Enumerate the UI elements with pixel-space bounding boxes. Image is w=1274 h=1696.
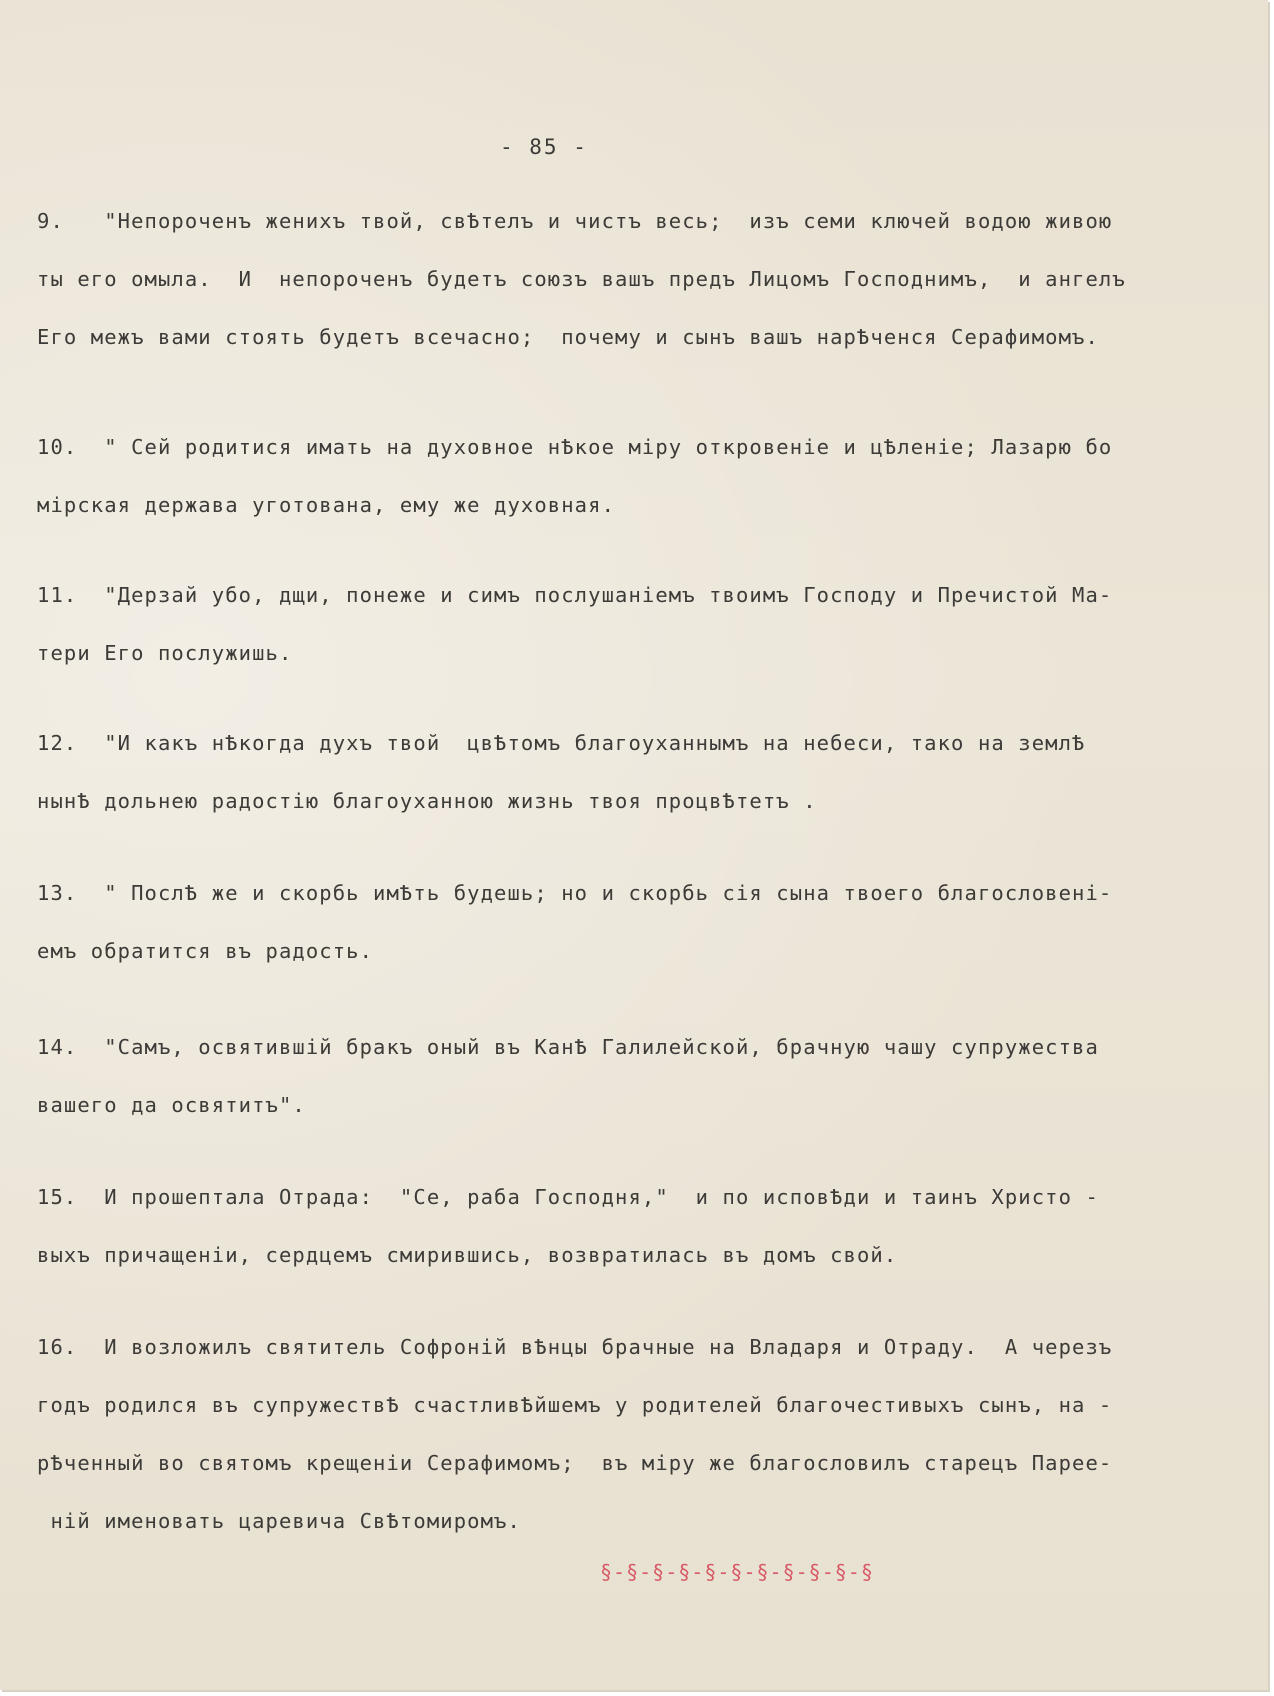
text-line: 11. "Дерзай убо, дщи, понеже и симъ послушанiемъ твоимъ Господу и Пречистой Ма-	[37, 583, 1113, 607]
paragraph-9	[37, 192, 1247, 366]
paragraph-16	[37, 1318, 1247, 1550]
paragraph-10	[37, 418, 1247, 534]
paragraph-13	[37, 864, 1247, 980]
section-end-ornament: §-§-§-§-§-§-§-§-§-§-§	[600, 1560, 874, 1584]
text-line: 13. " ПослѢ же и скорбь имѢть будешь; но и скорбь сiя сына твоего благословенi-	[37, 881, 1113, 905]
text-line: ты его омыла. И непороченъ будетъ союзъ вашъ предъ Лицомъ Господнимъ, и ангелъ	[37, 267, 1126, 291]
text-line: 12. "И какъ нѢкогда духъ твой цвѢтомъ благоуханнымъ на небеси, тако на землѢ	[37, 731, 1086, 755]
text-line: 15. И прошептала Отрада: "Се, раба Господня," и по исповѢди и таинъ Христо -	[37, 1185, 1099, 1209]
paragraph-14	[37, 1018, 1247, 1134]
paragraph-11	[37, 566, 1247, 682]
text-line: вашего да освятитъ".	[37, 1093, 306, 1117]
text-line: нынѢ дольнею радостiю благоуханною жизнь твоя процвѢтетъ .	[37, 789, 817, 813]
text-line: 9. "Непороченъ женихъ твой, свѢтелъ и чистъ весь; изъ семи ключей водою живою	[37, 209, 1113, 233]
page-number: - 85 -	[500, 135, 588, 159]
text-line: Его межъ вами стоять будетъ всечасно; почему и сынъ вашъ нарѢчeнся Серафимомъ.	[37, 325, 1099, 349]
paragraph-12	[37, 714, 1247, 830]
paragraph-15	[37, 1168, 1247, 1284]
text-line: 16. И возложилъ святитель Софронiй вѢнцы брачные на Владаря и Отраду. А черезъ	[37, 1335, 1113, 1359]
text-line: нiй именовать царевича СвѢтомиромъ.	[37, 1509, 521, 1533]
text-line: годъ родился въ супружествѢ счастливѢйшемъ у родителей благочестивыхъ сынъ, на -	[37, 1393, 1113, 1417]
text-line: емъ обратится въ радость.	[37, 939, 374, 963]
text-line: рѢченный во святомъ крещенiи Серафимомъ; въ мiру же благословилъ старецъ Парее-	[37, 1451, 1113, 1475]
text-line: тери Его послужишь.	[37, 641, 293, 665]
text-line: выхъ причащенiи, сердцемъ смирившись, возвратилась въ домъ свой.	[37, 1243, 898, 1267]
text-line: мiрская держава уготована, ему же духовная.	[37, 493, 616, 517]
text-line: 10. " Сей родитися имать на духовное нѢкое мiру откровенiе и цѢленiе; Лазарю бо	[37, 435, 1113, 459]
text-line: 14. "Самъ, освятившiй бракъ оный въ КанѢ Галилейской, брачную чашу супружества	[37, 1035, 1099, 1059]
